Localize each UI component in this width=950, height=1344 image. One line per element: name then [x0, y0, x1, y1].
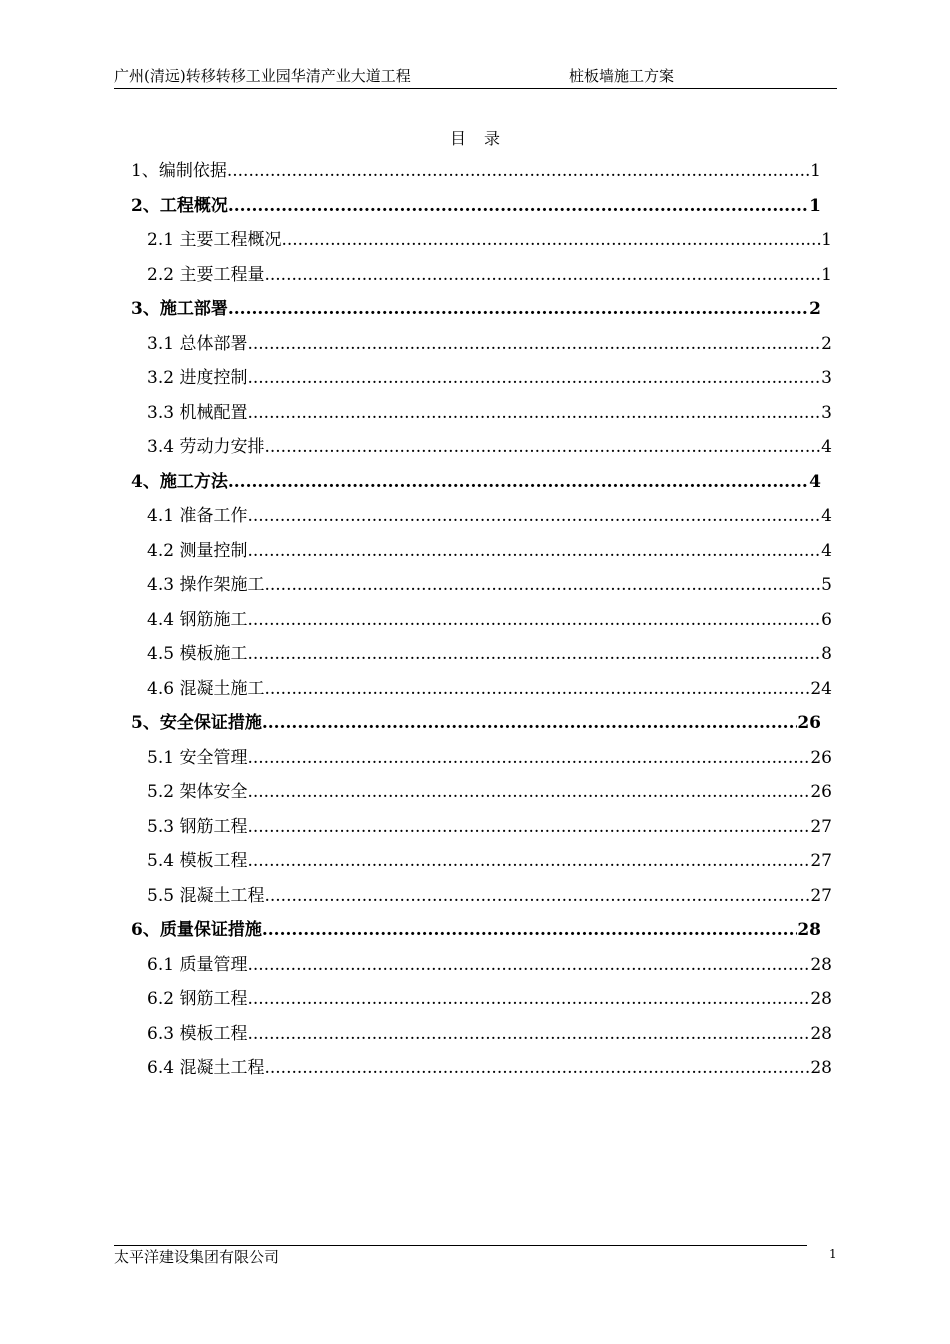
toc-dot-leader	[247, 331, 821, 357]
toc-dot-leader	[228, 469, 809, 495]
toc-entry-label: 3.1 总体部署	[147, 333, 248, 354]
toc-entry-page-number: 4	[809, 471, 821, 492]
toc-entry-page-number: 4	[821, 437, 832, 457]
toc-entry[interactable]	[147, 434, 832, 460]
toc-entry-label: 3.3 机械配置	[147, 402, 248, 423]
toc-dot-leader	[247, 607, 821, 633]
toc-entry[interactable]	[131, 917, 821, 943]
toc-entry-label: 5.1 安全管理	[147, 747, 248, 768]
toc-entry-page-number: 1	[810, 161, 821, 181]
toc-entry[interactable]	[147, 779, 832, 805]
toc-dot-leader	[247, 952, 810, 978]
toc-dot-leader	[247, 745, 810, 771]
toc-dot-leader	[264, 1055, 810, 1081]
toc-entry-label: 6、质量保证措施	[131, 920, 262, 940]
footer-company: 太平洋建设集团有限公司	[114, 1248, 280, 1266]
toc-entry[interactable]	[147, 952, 832, 978]
toc-dot-leader	[247, 986, 810, 1012]
toc-entry-label: 4.4 钢筋施工	[147, 609, 248, 630]
toc-entry-page-number: 2	[821, 333, 832, 354]
toc-entry[interactable]	[131, 193, 821, 219]
toc-dot-leader	[228, 193, 809, 219]
toc-dot-leader	[227, 158, 810, 184]
toc-entry-page-number: 26	[810, 747, 832, 768]
toc-dot-leader	[247, 365, 821, 391]
toc-entry-label: 2.1 主要工程概况	[147, 230, 282, 250]
toc-dot-leader	[247, 848, 810, 874]
toc-entry-page-number: 3	[821, 402, 832, 423]
toc-entry-label: 3.4 劳动力安排	[147, 437, 265, 457]
toc-entry-page-number: 1	[809, 195, 821, 216]
toc-entry-label: 6.2 钢筋工程	[147, 989, 248, 1009]
toc-entry[interactable]	[147, 848, 832, 874]
toc-entry-page-number: 4	[821, 506, 832, 526]
toc-entry[interactable]	[147, 986, 832, 1012]
toc-entry-label: 5.2 架体安全	[147, 782, 248, 802]
toc-entry-label: 6.1 质量管理	[147, 954, 248, 975]
toc-entry[interactable]	[147, 883, 832, 909]
toc-entry-page-number: 24	[810, 678, 832, 699]
toc-entry-page-number: 4	[821, 540, 832, 561]
toc-entry-page-number: 5	[821, 575, 832, 595]
toc-dot-leader	[247, 814, 810, 840]
toc-entry[interactable]	[147, 365, 832, 391]
toc-dot-leader	[264, 572, 821, 598]
toc-dot-leader	[247, 503, 821, 529]
toc-entry-page-number: 28	[810, 989, 832, 1009]
toc-entry-label: 4.6 混凝土施工	[147, 678, 265, 699]
toc-entry-label: 4.1 准备工作	[147, 506, 248, 526]
toc-entry-label: 5、安全保证措施	[131, 713, 262, 733]
toc-entry[interactable]	[131, 158, 821, 184]
toc-entry[interactable]	[147, 1055, 832, 1081]
toc-entry-label: 2.2 主要工程量	[147, 264, 265, 285]
toc-entry[interactable]	[131, 469, 821, 495]
toc-dot-leader	[228, 296, 809, 322]
toc-dot-leader	[264, 434, 821, 460]
toc-entry[interactable]	[147, 227, 832, 253]
toc-entry-page-number: 28	[810, 954, 832, 975]
toc-entry-page-number: 28	[797, 920, 821, 940]
toc-entry-label: 5.4 模板工程	[147, 851, 248, 871]
toc-entry-page-number: 28	[810, 1023, 832, 1044]
toc-entry-page-number: 1	[821, 230, 832, 250]
toc-entry[interactable]	[147, 814, 832, 840]
toc-entry-label: 4.5 模板施工	[147, 644, 248, 664]
toc-entry[interactable]	[147, 400, 832, 426]
toc-heading: 目录	[449, 129, 518, 148]
footer-divider	[114, 1245, 807, 1246]
toc-entry-label: 4、施工方法	[131, 471, 228, 492]
toc-entry-page-number: 27	[810, 816, 832, 837]
toc-entry-page-number: 6	[821, 609, 832, 630]
toc-entry-page-number: 28	[810, 1058, 832, 1078]
toc-entry-page-number: 2	[809, 299, 821, 319]
toc-entry-label: 4.3 操作架施工	[147, 575, 265, 595]
toc-entry-page-number: 3	[821, 368, 832, 388]
toc-dot-leader	[262, 710, 797, 736]
toc-dot-leader	[247, 538, 821, 564]
header-project-name: 广州(清远)转移转移工业园华清产业大道工程	[114, 67, 411, 85]
toc-dot-leader	[247, 779, 810, 805]
toc-entry[interactable]	[147, 641, 832, 667]
toc-entry-label: 3.2 进度控制	[147, 368, 248, 388]
toc-dot-leader	[247, 1021, 810, 1047]
toc-entry-label: 5.5 混凝土工程	[147, 885, 265, 906]
toc-entry[interactable]	[147, 1021, 832, 1047]
toc-dot-leader	[264, 883, 810, 909]
toc-dot-leader	[262, 917, 797, 943]
toc-entry[interactable]	[147, 572, 832, 598]
toc-entry-label: 1、编制依据	[131, 161, 227, 181]
toc-entry[interactable]	[147, 503, 832, 529]
toc-entry[interactable]	[147, 262, 832, 288]
toc-entry[interactable]	[147, 331, 832, 357]
page-header	[114, 66, 837, 89]
toc-dot-leader	[264, 676, 810, 702]
toc-entry-page-number: 27	[810, 885, 832, 906]
toc-entry[interactable]	[131, 710, 821, 736]
toc-entry-label: 5.3 钢筋工程	[147, 816, 248, 837]
toc-dot-leader	[281, 227, 821, 253]
toc-entry-label: 2、工程概况	[131, 195, 228, 216]
toc-entry-label: 6.3 模板工程	[147, 1023, 248, 1044]
toc-dot-leader	[247, 641, 821, 667]
toc-dot-leader	[264, 262, 821, 288]
header-document-title: 桩板墙施工方案	[569, 67, 675, 85]
toc-entry-label: 6.4 混凝土工程	[147, 1058, 265, 1078]
toc-entry[interactable]	[147, 745, 832, 771]
toc-dot-leader	[247, 400, 821, 426]
toc-entry[interactable]	[131, 296, 821, 322]
toc-entry-page-number: 8	[821, 644, 832, 664]
toc-entry-label: 3、施工部署	[131, 299, 228, 319]
toc-entry-page-number: 27	[810, 851, 832, 871]
toc-entry[interactable]	[147, 607, 832, 633]
toc-entry-label: 4.2 测量控制	[147, 540, 248, 561]
toc-entry-page-number: 26	[810, 782, 832, 802]
footer-page-number: 1	[829, 1247, 837, 1261]
toc-entry[interactable]	[147, 676, 832, 702]
toc-entry-page-number: 26	[797, 713, 821, 733]
toc-entry-page-number: 1	[821, 264, 832, 285]
toc-entry[interactable]	[147, 538, 832, 564]
